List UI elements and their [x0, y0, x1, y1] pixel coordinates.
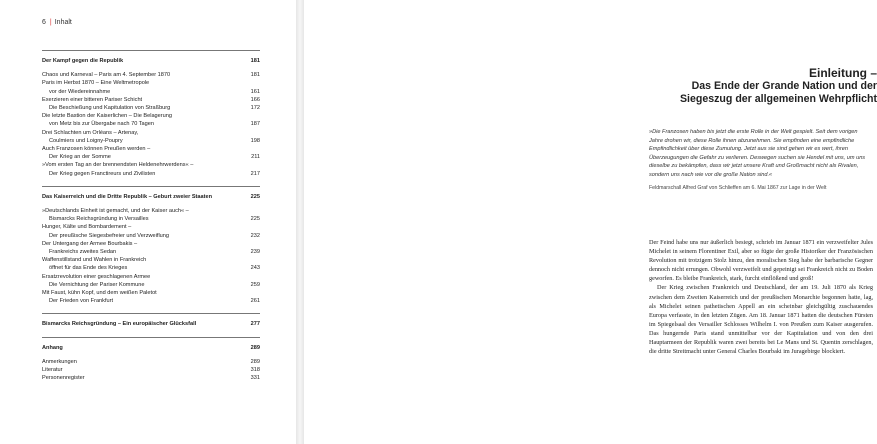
- epigraph: [649, 128, 873, 192]
- toc-entry: [42, 161, 260, 169]
- toc-entry-page: 318: [250, 367, 260, 374]
- left-page: [0, 0, 296, 444]
- toc-entry-page: [254, 240, 260, 248]
- chapter-title: Einleitung –: [808, 66, 877, 80]
- toc-entry: [42, 215, 260, 223]
- page-number: 6: [42, 19, 46, 26]
- toc-entry-title: Der Krieg gegen Franctireurs und Zivilisten: [49, 170, 156, 177]
- toc-section-heading: [42, 337, 260, 352]
- toc-entry-page: 198: [250, 137, 260, 144]
- toc-entry-title: Exerzieren einer bitteren Pariser Schicht: [42, 96, 143, 103]
- toc-entry: [42, 129, 260, 137]
- toc-entry-title: Coulmiers und Loigny-Poupry: [49, 137, 123, 144]
- chapter-subtitle-line-1: Das Ende der Grande Nation und der: [691, 80, 877, 92]
- toc-entry-title: »Deutschlands Einheit ist gemacht, und der Kaiser auch« –: [42, 208, 189, 215]
- toc-entry: [42, 281, 260, 289]
- toc-entry-page: [254, 161, 260, 169]
- toc-entry: [42, 170, 260, 178]
- book-gutter: [296, 0, 304, 444]
- toc-entry-title: Der Krieg an der Somme: [49, 154, 111, 161]
- toc-entry-page: 243: [250, 265, 260, 272]
- toc-entry: [42, 96, 260, 104]
- toc-entry: [42, 256, 260, 264]
- toc-entry: [42, 273, 260, 281]
- toc-entry-title: öffnet für das Ende des Krieges: [49, 265, 128, 272]
- toc-entry-title: Personenregister: [42, 375, 85, 382]
- toc-entry-title: Der Untergang der Armee Bourbakis –: [42, 240, 138, 247]
- toc-entry-title: Paris im Herbst 1870 – Eine Weltmetropole: [42, 80, 150, 87]
- toc-entry: [42, 358, 260, 366]
- toc-entry: [42, 223, 260, 231]
- toc-entry: [42, 207, 260, 215]
- toc-entry-page: 187: [250, 121, 260, 128]
- toc-entry-page: 166: [250, 96, 260, 103]
- toc-entry: [42, 137, 260, 145]
- toc-section-page: 277: [250, 321, 260, 328]
- toc-entry-page: [254, 223, 260, 231]
- header-title: Inhalt: [54, 19, 72, 26]
- toc-entry-page: 211: [251, 154, 260, 161]
- header-separator: |: [49, 19, 52, 26]
- toc-entry-page: 217: [250, 170, 260, 177]
- toc-entry: [42, 145, 260, 153]
- toc-entry-title: vor der Wiedereinnahme: [49, 88, 111, 95]
- toc-entry-page: 161: [250, 88, 260, 95]
- toc-entry-page: 239: [250, 249, 260, 256]
- toc-entry: [42, 289, 260, 297]
- toc-entry-page: [254, 79, 260, 87]
- toc-entry-title: Bismarcks Reichsgründung in Versailles: [49, 216, 149, 223]
- right-page: [304, 0, 877, 444]
- toc-entry-page: [254, 207, 260, 215]
- epigraph-source: Feldmarschall Alfred Graf von Schlieffen am 6. Mai 1867 zur Lage in der Welt: [649, 184, 827, 191]
- toc-section-heading: [42, 186, 260, 201]
- toc-entry-page: 331: [250, 375, 260, 382]
- toc-entry: [42, 88, 260, 96]
- toc-section-heading: [42, 313, 260, 328]
- toc-entry: [42, 153, 260, 161]
- toc-entry-title: Die Beschießung und Kapitulation von Straßburg: [49, 105, 171, 112]
- toc-entry-page: [254, 145, 260, 153]
- toc-section-page: 225: [250, 193, 260, 200]
- toc-entry: [42, 71, 260, 79]
- toc-entry-title: Anmerkungen: [42, 358, 77, 365]
- toc-entry-title: Der Frieden von Frankfurt: [49, 298, 114, 305]
- toc-section-title: Bismarcks Reichsgründung – Ein europäischer Glücksfall: [42, 321, 197, 328]
- toc-section-title: Der Kampf gegen die Republik: [42, 58, 124, 64]
- toc-entry-page: [254, 289, 260, 297]
- toc-entry: [42, 240, 260, 248]
- toc-entry-page: 259: [250, 281, 260, 288]
- body-paragraph: Der Feind habe uns nur äußerlich besiegt, schrieb im Januar 1871 ein verzweifelter Jules Michelet in seinem Florentiner Exil, aber so fügte der große Historiker der Französischen Revolution mit trotzigem Stolz hinzu, den moralischen Sieg habe der barbarische Gegner dennoch nicht errungen. Obwohl verzweifelt und gepeinigt sei Frankreich nicht zu Boden geworfen. Es bleibe Frankreich, stark, furcht einflößend und groß!: [649, 239, 873, 283]
- epigraph-text: »Die Franzosen haben bis jetzt die erste Rolle in der Welt gespielt. Seit dem vorigen Jahre drohen wir, diese Rolle ihnen abzunehmen. Sie empfinden eine empfindliche Empfindlichkeit über diese Zumutung. Jetzt aus sie sind gehen wir es wert, ihren Überzeugungen die Gefahr zu verlieren. Deswegen suchen sie Hendel mit uns, um uns dieselbe zu bekämpfen, dass wir jetzt unsere Kraft und Großmacht nicht als Rivalen, sondern uns nach wie vor die große Nation sind.«: [649, 129, 866, 178]
- toc-entry-title: Mit Faust, kühn Kopf, und dem weißen Paletot: [42, 290, 157, 297]
- toc-entry-page: 172: [250, 105, 260, 112]
- page-header: [42, 19, 72, 26]
- toc-entry: [42, 297, 260, 305]
- toc-entry-page: 261: [250, 298, 260, 305]
- toc-entry-title: Die Vernichtung der Pariser Kommune: [49, 281, 145, 288]
- toc-entry-page: [254, 273, 260, 281]
- toc-entry-page: 232: [250, 232, 260, 239]
- toc-entry-title: Chaos und Karneval – Paris am 4. September 1870: [42, 72, 171, 79]
- toc-entry-title: »Vom ersten Tag an der brennendsten Heldenehrwerdens« –: [42, 162, 194, 169]
- toc-section-page: 181: [250, 58, 260, 64]
- toc-entry-title: Ersatzrevolution einer geschlagenen Armee: [42, 273, 151, 280]
- toc-entry-title: Die letzte Bastion der Kaiserlichen – Die Belagerung: [42, 113, 172, 120]
- toc-entry-list: [42, 358, 260, 383]
- toc-entry-title: Waffenstillstand und Wahlen in Frankreich: [42, 257, 147, 264]
- toc-entry: [42, 374, 260, 382]
- body-text: [649, 238, 873, 356]
- toc-entry: [42, 366, 260, 374]
- toc-entry: [42, 79, 260, 87]
- toc-entry: [42, 248, 260, 256]
- toc-entry-page: [254, 112, 260, 120]
- toc-entry: [42, 112, 260, 120]
- chapter-subtitle-line-2: Siegeszug der allgemeinen Wehrpflicht: [679, 93, 877, 105]
- toc-entry: [42, 120, 260, 128]
- toc-entry-page: [254, 256, 260, 264]
- toc-entry-list: [42, 207, 260, 305]
- toc-entry-page: 289: [250, 358, 260, 365]
- toc-entry: [42, 232, 260, 240]
- toc-entry-title: Hunger, Kälte und Bombardement –: [42, 224, 132, 231]
- toc-section-page: 289: [250, 344, 260, 351]
- toc-section-heading: [42, 50, 260, 65]
- toc-section-title: Das Kaiserreich und die Dritte Republik – Geburt zweier Staaten: [42, 193, 213, 200]
- table-of-contents: [42, 50, 260, 383]
- toc-entry: [42, 104, 260, 112]
- toc-entry-title: Literatur: [42, 367, 63, 374]
- toc-entry-title: Auch Franzosen können Preußen werden –: [42, 146, 151, 153]
- toc-section-title: Anhang: [42, 344, 63, 351]
- toc-entry-page: [254, 129, 260, 137]
- toc-entry-page: 181: [250, 72, 260, 79]
- toc-entry-title: von Metz bis zur Übergabe nach 70 Tagen: [49, 121, 154, 128]
- toc-entry-title: Frankreichs zweites Sedan: [49, 249, 117, 256]
- chapter-heading: [647, 66, 877, 106]
- toc-entry-list: [42, 71, 260, 178]
- toc-entry-page: 225: [250, 216, 260, 223]
- toc-entry-title: Der preußische Siegesbefreier und Verzweiflung: [49, 232, 170, 239]
- toc-entry: [42, 264, 260, 272]
- body-paragraph: Der Krieg zwischen Frankreich und Deutschland, der am 19. Juli 1870 als Krieg zwischen dem Zweiten Kaiserreich und der preußischen Monarchie begonnen hatte, lag, als Michelet seinen pathetischen Appell an ein scheinbar gleichgültig zuschauendes Europa verfasste, in den letzten Zügen. Am 18. Januar 1871 hatten die deutschen Fürsten im Spiegelsaal des Versailler Schlosses Wilhelm I. von Preußen zum Kaiser ausgerufen. Das hungernde Paris stand unmittelbar vor der Kapitulation und von den drei Hauptarmeen der Republik waren zwei bereits bei Le Mans und St. Quentin zerschlagen, die dritte Streitmacht unter General Charles Bourbaki im Juragebirge blockiert.: [649, 284, 873, 356]
- toc-entry-title: Drei Schlachten um Orléans – Artenay,: [42, 129, 139, 136]
